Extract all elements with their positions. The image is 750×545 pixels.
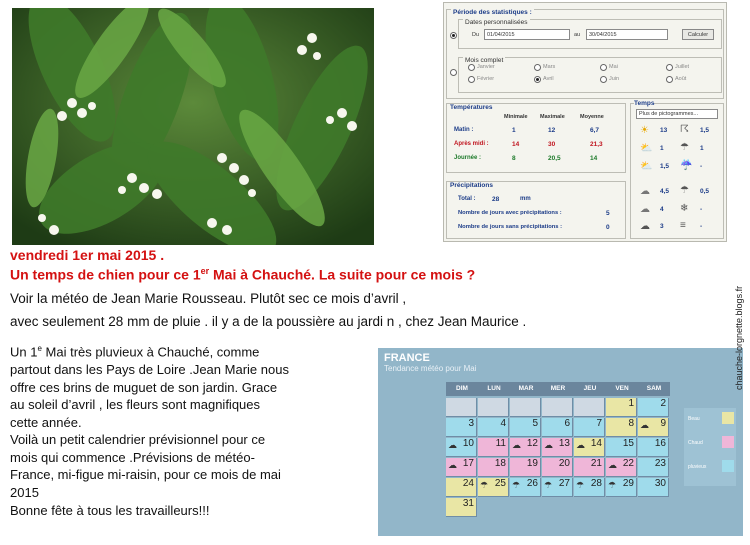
calendar-cell: ☁ 14 <box>574 438 605 457</box>
full-month-group <box>458 57 722 93</box>
day-header: SAM <box>638 382 670 396</box>
calendar-cell: 24 <box>446 478 477 497</box>
article-line: partout dans les Pays de Loire .Jean Marie nous <box>10 361 289 377</box>
paragraph-1: Voir la météo de Jean Marie Rousseau. Plutôt sec ce mois d’avril , <box>10 291 407 306</box>
showers-icon: ☔ <box>680 160 693 171</box>
headline-sup: er <box>200 266 210 276</box>
period-title: Période des statistiques : <box>453 9 532 16</box>
article-text <box>10 340 370 519</box>
calendar-subtitle: Tendance météo pour Mai <box>384 364 477 373</box>
article-line: au soleil d’avril , les fleurs sont magnifiques <box>10 397 261 413</box>
total-label: Total : <box>458 196 476 202</box>
calendar-cell <box>478 398 509 417</box>
row-label-journee: Journée : <box>454 155 482 161</box>
calculate-button[interactable]: Calculer <box>682 29 714 40</box>
matin-max: 12 <box>548 127 556 134</box>
matin-moy: 6,7 <box>590 127 600 134</box>
row-label-apres-midi: Après midi : <box>454 141 489 147</box>
calendar-cell: 8 <box>606 418 637 437</box>
pictogram-select[interactable]: Plus de pictogrammes... <box>636 109 718 119</box>
calendar-cell: 11 <box>478 438 509 457</box>
month-label-mai: Mai <box>609 64 618 70</box>
calendar-cell: 21 <box>574 458 605 477</box>
rain-icon: ☂ <box>480 480 489 490</box>
calendar-cell: 4 <box>478 418 509 437</box>
precipitations-title: Précipitations <box>450 182 493 189</box>
journee-moy: 14 <box>590 155 598 162</box>
month-label-juillet: Juillet <box>675 64 690 70</box>
month-label-mars: Mars <box>543 64 556 70</box>
temps-2-b: - <box>700 163 703 170</box>
month-radio-mars[interactable] <box>534 64 541 71</box>
calendar-cell: 6 <box>542 418 573 437</box>
article-line: mois qui commence .Prévisions de météo- <box>10 449 255 465</box>
lily-of-the-valley-photo <box>12 8 374 245</box>
calendar-cell: ☁ 17 <box>446 458 477 477</box>
headline <box>10 266 475 283</box>
temps-3-a: 4,5 <box>660 188 670 195</box>
month-radio-janvier[interactable] <box>468 64 475 71</box>
date-heading: vendredi 1er mai 2015 . <box>10 247 165 263</box>
full-month-title: Mois complet <box>465 57 504 64</box>
legend-label-pluvieux: pluvieux <box>688 464 707 470</box>
custom-dates-radio[interactable] <box>450 32 457 39</box>
partly-cloudy-icon: ⛅ <box>640 161 653 172</box>
calendar-cell: 23 <box>638 458 669 477</box>
temps-1-b: 1 <box>700 145 704 152</box>
cloud-icon: ☁ <box>512 440 521 450</box>
calendar-cell: 16 <box>638 438 669 457</box>
calendar-legend <box>684 408 736 486</box>
sans-label: Nombre de jours sans précipitations : <box>458 224 563 230</box>
article-line: offre ces brins de muguet de son jardin. Grace <box>10 379 278 395</box>
month-radio-fevrier[interactable] <box>468 76 475 83</box>
snow-icon: ❄ <box>680 203 689 214</box>
temps-3-b: 0,5 <box>700 188 710 195</box>
calendar-title: FRANCE <box>384 352 430 364</box>
calendar-cell <box>446 398 477 417</box>
month-radio-juillet[interactable] <box>666 64 673 71</box>
calendar-cell: ☁ 12 <box>510 438 541 457</box>
calendar-cell: 3 <box>446 418 477 437</box>
article-line: cette année. <box>10 414 82 430</box>
total-value: 28 <box>492 196 500 203</box>
total-unit: mm <box>520 196 531 202</box>
legend-label-beau: Beau <box>688 416 700 422</box>
temps-0-a: 13 <box>660 127 668 134</box>
calendar-cell: ☂ 28 <box>574 478 605 497</box>
temps-4-b: - <box>700 206 703 213</box>
article-line <box>10 340 370 361</box>
article-line-sup: e <box>37 344 42 353</box>
cloud-icon: ☁ <box>640 204 650 215</box>
du-label: Du <box>472 32 480 38</box>
calendar-cell: 1 <box>606 398 637 417</box>
day-header: MER <box>542 382 574 396</box>
overcast-icon: ☁ <box>640 221 650 232</box>
calendar-cell: ☂ 25 <box>478 478 509 497</box>
sun-icon: ☀ <box>640 125 649 136</box>
temps-4-a: 4 <box>660 206 664 213</box>
calendar-cell: ☂ 27 <box>542 478 573 497</box>
avec-value: 5 <box>606 210 610 217</box>
article-line-part: Mai très pluvieux à Chauché, comme <box>41 344 260 360</box>
cloud-icon: ☁ <box>640 420 649 430</box>
rain-icon: ☂ <box>576 480 585 490</box>
month-radio-juin[interactable] <box>600 76 607 83</box>
fog-icon: ≡ <box>680 220 686 231</box>
legend-swatch-chaud <box>722 436 734 448</box>
legend-label-chaud: Chaud <box>688 440 703 446</box>
day-header: MAR <box>510 382 542 396</box>
temps-5-a: 3 <box>660 223 664 230</box>
calendar-cell <box>510 398 541 417</box>
paragraph-2: avec seulement 28 mm de pluie . il y a de la poussière au jardi n , chez Jean Maurice . <box>10 314 527 329</box>
rain-icon: ☂ <box>544 480 553 490</box>
legend-swatch-pluvieux <box>722 460 734 472</box>
calendar-cell: ☁ 22 <box>606 458 637 477</box>
heavy-rain-icon: ☂ <box>680 185 689 196</box>
col-moy: Moyenne <box>580 114 604 120</box>
avec-label: Nombre de jours avec précipitations : <box>458 210 562 216</box>
calendar-cell: 31 <box>446 498 477 517</box>
day-header: DIM <box>446 382 478 396</box>
calendar-cell: 20 <box>542 458 573 477</box>
weather-stats-panel <box>443 2 727 242</box>
temps-1-a: 1 <box>660 145 664 152</box>
cloud-sun-icon: ☁ <box>640 186 650 197</box>
day-header: VEN <box>606 382 638 396</box>
sun-cloud-icon: ⛅ <box>640 143 653 154</box>
day-header: JEU <box>574 382 606 396</box>
journee-max: 20,5 <box>548 155 561 162</box>
calendar-cell: 19 <box>510 458 541 477</box>
month-radio-aout[interactable] <box>666 76 673 83</box>
legend-swatch-beau <box>722 412 734 424</box>
calendar-cell: 7 <box>574 418 605 437</box>
au-label: au <box>574 32 581 38</box>
month-label-avril: Avril <box>543 76 554 82</box>
article-line-part: Un 1 <box>10 344 38 360</box>
cloud-icon: ☁ <box>608 460 617 470</box>
article-line: France, mi-figue mi-raisin, pour ce mois de mai <box>10 467 281 483</box>
calendar-cell: ☁ 9 <box>638 418 669 437</box>
sans-value: 0 <box>606 224 610 231</box>
temps-2-a: 1,5 <box>660 163 670 170</box>
temps-5-b: - <box>700 223 703 230</box>
article-line: 2015 <box>10 485 39 501</box>
calendar-cell: 15 <box>606 438 637 457</box>
matin-min: 1 <box>512 127 516 134</box>
col-min: Minimale <box>504 114 528 120</box>
apres-midi-max: 30 <box>548 141 556 148</box>
article-line: Bonne fête à tous les travailleurs!!! <box>10 502 210 518</box>
apres-midi-min: 14 <box>512 141 520 148</box>
month-label-juin: Juin <box>609 76 620 82</box>
cloud-icon: ☁ <box>448 440 457 450</box>
row-label-matin: Matin : <box>454 127 474 133</box>
col-max: Maximale <box>540 114 565 120</box>
calendar-cell: ☂ 29 <box>606 478 637 497</box>
headline-part-a: Un temps de chien pour ce 1 <box>10 266 201 283</box>
au-date-input[interactable]: 30/04/2015 <box>586 29 668 40</box>
cloud-icon: ☁ <box>448 460 457 470</box>
cloud-icon: ☁ <box>576 440 585 450</box>
rain-icon: ☂ <box>608 480 617 490</box>
month-radio-mai[interactable] <box>600 64 607 71</box>
temperatures-title: Températures <box>450 104 493 111</box>
calendar-cell <box>574 398 605 417</box>
month-radio-avril[interactable] <box>534 76 541 83</box>
calendar-cell: 18 <box>478 458 509 477</box>
rain-icon: ☂ <box>512 480 521 490</box>
journee-min: 8 <box>512 155 516 162</box>
calendar-cell <box>542 398 573 417</box>
month-label-fevrier: Février <box>477 76 495 82</box>
calendar-cell: ☂ 26 <box>510 478 541 497</box>
storm-icon: ☈ <box>680 124 689 135</box>
month-label-janvier: Janvier <box>477 64 495 70</box>
calendar-cell: 30 <box>638 478 669 497</box>
temps-title: Temps <box>634 100 655 107</box>
du-date-input[interactable]: 01/04/2015 <box>484 29 570 40</box>
custom-dates-title: Dates personnalisées <box>465 19 528 26</box>
calendar-cell: ☁ 10 <box>446 438 477 457</box>
forecast-calendar <box>378 348 743 536</box>
calendar-cell: 5 <box>510 418 541 437</box>
full-month-radio[interactable] <box>450 69 457 76</box>
calendar-cell: 2 <box>638 398 669 417</box>
cloud-icon: ☁ <box>544 440 553 450</box>
rain-icon: ☂ <box>680 142 689 153</box>
calendar-cell: ☁ 13 <box>542 438 573 457</box>
temps-0-b: 1,5 <box>700 127 710 134</box>
article-line: Voilà un petit calendrier prévisionnel pour ce <box>10 432 266 448</box>
headline-part-b: Mai à Chauché. La suite pour ce mois ? <box>209 266 476 283</box>
blog-watermark: chauche-lorgnette.blogs.fr <box>734 285 744 390</box>
apres-midi-moy: 21,3 <box>590 141 603 148</box>
month-label-aout: Août <box>675 76 687 82</box>
day-header: LUN <box>478 382 510 396</box>
